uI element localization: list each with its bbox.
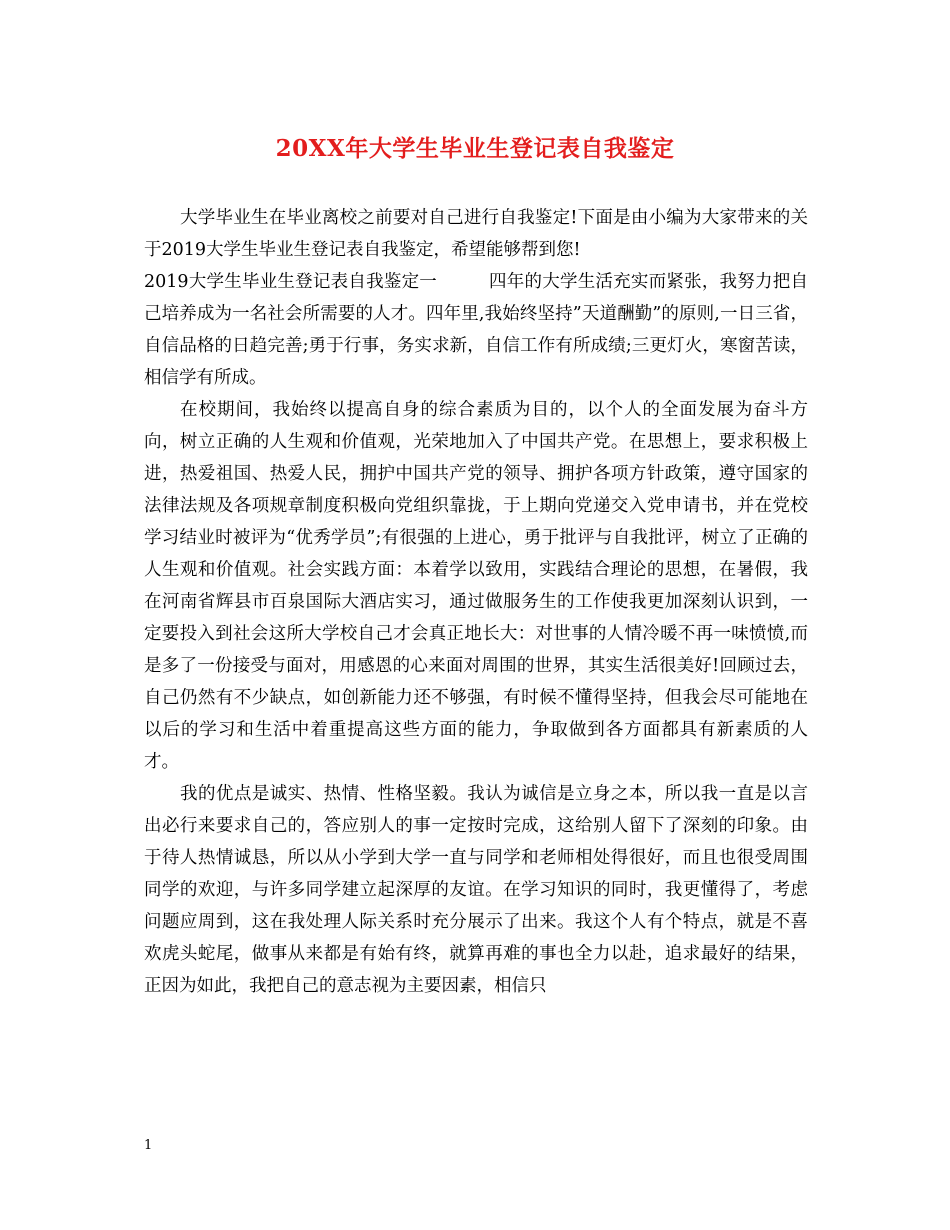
document-body [144, 202, 808, 1002]
section-heading: 2019大学生毕业生登记表自我鉴定一 [144, 272, 438, 292]
body-paragraph: 在校期间，我始终以提高自身的综合素质为目的，以个人的全面发展为奋斗方向，树立正确的人生观和价值观，光荣地加入了中国共产党。在思想上，要求积极上进，热爱祖国、热爱人民，拥护中国共产党的领导、拥护各项方针政策，遵守国家的法律法规及各项规章制度积极向党组织靠拢，于上期向党递交入党申请书，并在党校学习结业时被评为“优秀学员”;有很强的上进心，勇于批评与自我批评，树立了正确的人生观和价值观。社会实践方面：本着学以致用，实践结合理论的思想，在暑假，我在河南省辉县市百泉国际大酒店实习，通过做服务生的工作使我更加深刻认识到，一定要投入到社会这所大学校自己才会真正地长大：对世事的人情冷暖不再一味愤愤,而是多了一份接受与面对，用感恩的心来面对周围的世界，其实生活很美好!回顾过去，自己仍然有不少缺点，如创新能力还不够强，有时候不懂得坚持，但我会尽可能地在以后的学习和生活中着重提高这些方面的能力，争取做到各方面都具有新素质的人才。 [144, 400, 808, 772]
document-title: 20XX年大学生毕业生登记表自我鉴定 [275, 135, 675, 162]
body-paragraph: 我的优点是诚实、热情、性格坚毅。我认为诚信是立身之本，所以我一直是以言出必行来要求自己的，答应别人的事一定按时完成，这给别人留下了深刻的印象。由于待人热情诚恳，所以从小学到大学一直与同学和老师相处得很好，而且也很受周围同学的欢迎，与许多同学建立起深厚的友谊。在学习知识的同时，我更懂得了，考虑问题应周到，这在我处理人际关系时充分展示了出来。我这个人有个特点，就是不喜欢虎头蛇尾，做事从来都是有始有终，就算再难的事也全力以赴，追求最好的结果，正因为如此，我把自己的意志视为主要因素，相信只 [144, 784, 808, 996]
intro-paragraph: 大学毕业生在毕业离校之前要对自己进行自我鉴定!下面是由小编为大家带来的关于2019大学生毕业生登记表自我鉴定，希望能够帮到您! [144, 208, 808, 260]
section-first-text: 四年的大学生活充实而紧张，我努力把自己培养成为一名社会所需要的人才。四年里,我始终坚持”天道酬勤”的原则,一日三省，自信品格的日趋完善;勇于行事，务实求新，自信工作有所成绩;三更灯火，寒窗苦读，相信学有所成。 [144, 272, 808, 388]
section-paragraph [144, 266, 808, 394]
page-number: 1 [144, 1138, 153, 1153]
